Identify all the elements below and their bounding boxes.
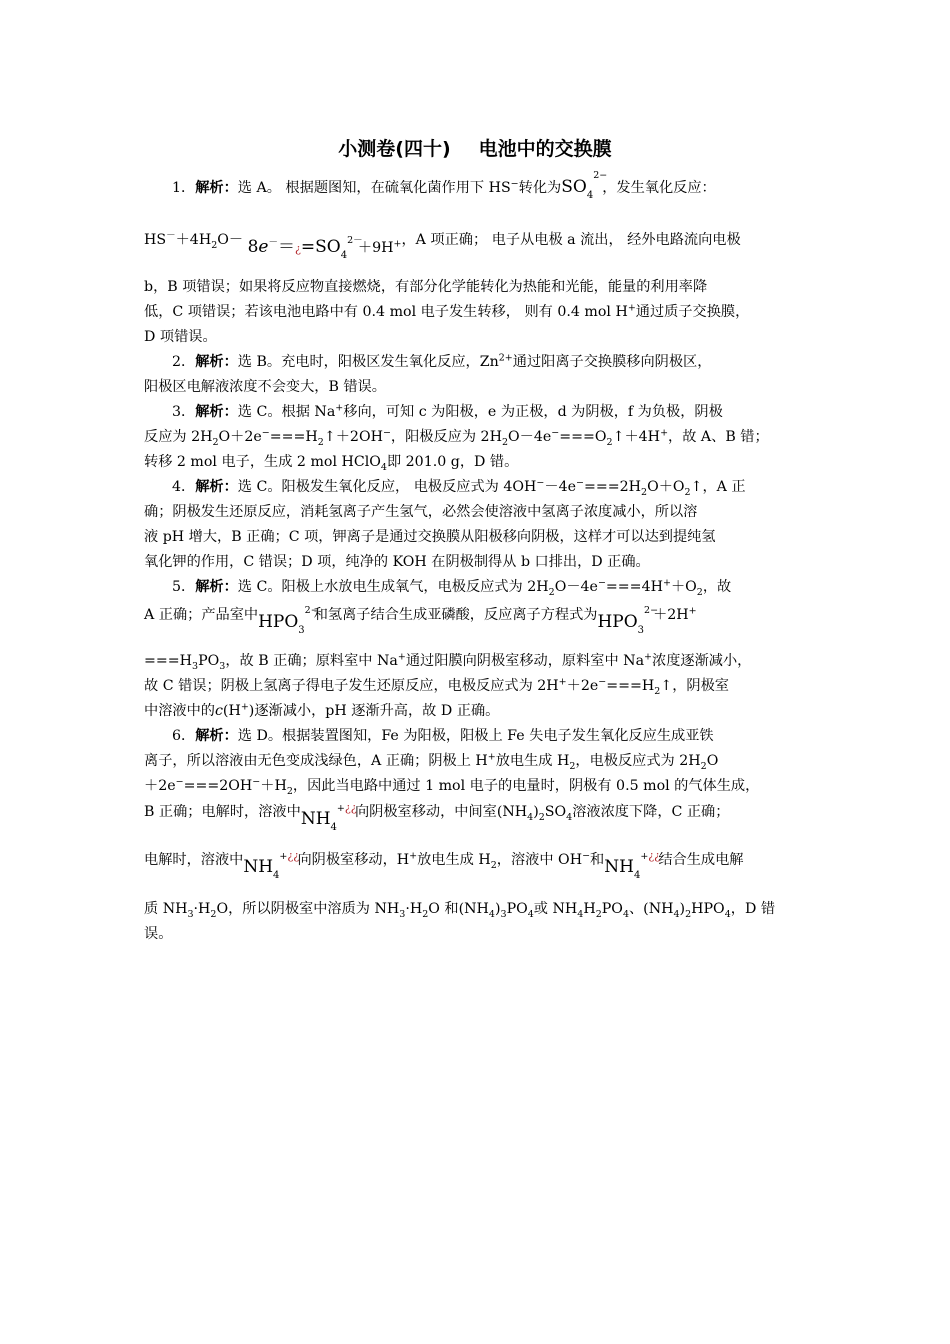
page-title: 小测卷(四十) 电池中的交换膜 xyxy=(338,138,612,160)
q4-line-3: 液 pH 增大，B 正确；C 项，钾离子是通过交换膜从阳极移向阴极，这样才可以达到提纯氢 xyxy=(144,529,716,545)
q5-line-4: 故 C 错误；阴极上氢离子得电子发生还原反应，电极反应式为 $2H^++2e^-===H_2↑$，阴极室 xyxy=(144,676,729,697)
q2-line-2: 阳极区电解液浓度不会变大，B 错误。 xyxy=(144,379,386,395)
q6-line-6: 质 $NH_3\cdot H_2O$，所以阴极室中溶质为 $NH_3\cdot H_2O$ 和$(NH_4)_3PO_4$或 $NH_4H_2PO_4$、$(NH_4)_2HPO_4$，D 错 xyxy=(144,901,776,920)
q6-line-5: 电解时，溶液中$NH_4$ +¿¿ 向阴极室移动，H+放电生成 $H_2$，溶液中 OH−和$NH_4$ +¿¿ 结合生成电解 xyxy=(144,849,812,878)
q1-line-3: b，B 项错误；如果将反应物直接燃烧，有部分化学能转化为热能和光能，能量的利用率降 xyxy=(144,279,708,295)
q4-line-4: 氧化钾的作用，C 错误；D 项，纯净的 KOH 在阴极制得从 b 口排出，D 正确。 xyxy=(144,554,650,570)
q6-line-2: 离子，所以溶液由无色变成浅绿色，A 正确；阴极上 H+放电生成 $H_2$，电极反应式为 $2H_2O$ xyxy=(144,751,719,772)
q5-line-1: 5．解析：选 C。阳极上水放电生成氧气，电极反应式为 $2H_2O-4e^-===4H^++O_2$，故 xyxy=(172,577,732,598)
q3-line-3: 转移 2 mol 电子，生成 2 mol HClO$_4$即 201.0 g，D 错。 xyxy=(144,454,519,473)
q3-line-1: 3．解析：选 C。根据 Na+移向，可知 c 为阳极，e 为正极，d 为阴极，f 为负极，阴极 xyxy=(172,402,723,420)
q1-line-4: 低，C 项错误；若该电池电路中有 0.4 mol 电子发生转移， 则有 0.4 mol H+通过质子交换膜， xyxy=(144,302,750,320)
q6-line-7: 误。 xyxy=(144,926,173,942)
so4-ion: $SO_4$ 2− xyxy=(561,170,608,201)
nh4-ion: $NH_4$ +¿¿ xyxy=(243,849,300,881)
q1-line-2: $HS^-+4H_2O-$ $8e^-=¿=SO_4$ 2－ ＋9H+，A 项正确； 电子从电极 a 流出， 经外电路流向电极 xyxy=(144,230,741,261)
q5-line-2: A 正确；产品室中$HPO_3$ 2− 和氢离子结合生成亚磷酸，反应离子方程式为$HPO_3$ 2− ＋2H+ xyxy=(144,604,812,633)
q5-line-3: $===H_3PO_3$，故 B 正确；原料室中 Na+通过阳膜向阴极室移动，原料室中 Na+浓度逐渐减小， xyxy=(144,651,752,672)
q3-line-2: 反应为 $2H_2O+2e^-===H_2↑+2OH^-$，阳极反应为 $2H_2O-4e^-===O_2↑+4H^+$，故 A、B 错； xyxy=(144,427,769,448)
q1-line-5: D 项错误。 xyxy=(144,329,217,345)
q6-line-3: $+2e^-===2OH^-+H_2$，因此当电路中通过 1 mol 电子的电量时，阴极有 0.5 mol 的气体生成， xyxy=(144,776,760,797)
q4-line-2: 确；阴极发生还原反应，消耗氢离子产生氢气，必然会使溶液中氢离子浓度减小，所以溶 xyxy=(144,504,698,520)
q6-line-1: 6．解析：选 D。根据装置图知，Fe 为阳极，阳极上 Fe 失电子发生氧化反应生成亚铁 xyxy=(172,728,714,744)
q1-line-1: 1．解析：选 A。 根据题图知，在硫氧化菌作用下 HS−转化为$SO_4$ 2− ，发生氧化反应： xyxy=(172,177,812,206)
q6-line-4: B 正确；电解时，溶液中$NH_4$ +¿¿ 向阴极室移动，中间室$(NH_4)_2SO_4$溶液浓度下降，C 正确； xyxy=(144,801,812,830)
nh4-ion: $NH_4$ +¿¿ xyxy=(300,801,357,833)
q5-line-5: 中溶液中的c(H+)逐渐减小，pH 逐渐升高，故 D 正确。 xyxy=(144,701,500,719)
q2-line-1: 2．解析：选 B。充电时，阳极区发生氧化反应，$Zn^{2+}$通过阳离子交换膜移向阴极区， xyxy=(172,352,712,370)
nh4-ion: $NH_4$ +¿¿ xyxy=(604,849,661,881)
q4-line-1: 4．解析：选 C。阳极发生氧化反应， 电极反应式为 $4OH^--4e^-===2H_2O+O_2↑$，A 正 xyxy=(172,477,746,498)
hpo3-ion: $HPO_3$ 2− xyxy=(258,605,319,636)
hpo3-ion: $HPO_3$ 2− xyxy=(597,605,659,636)
